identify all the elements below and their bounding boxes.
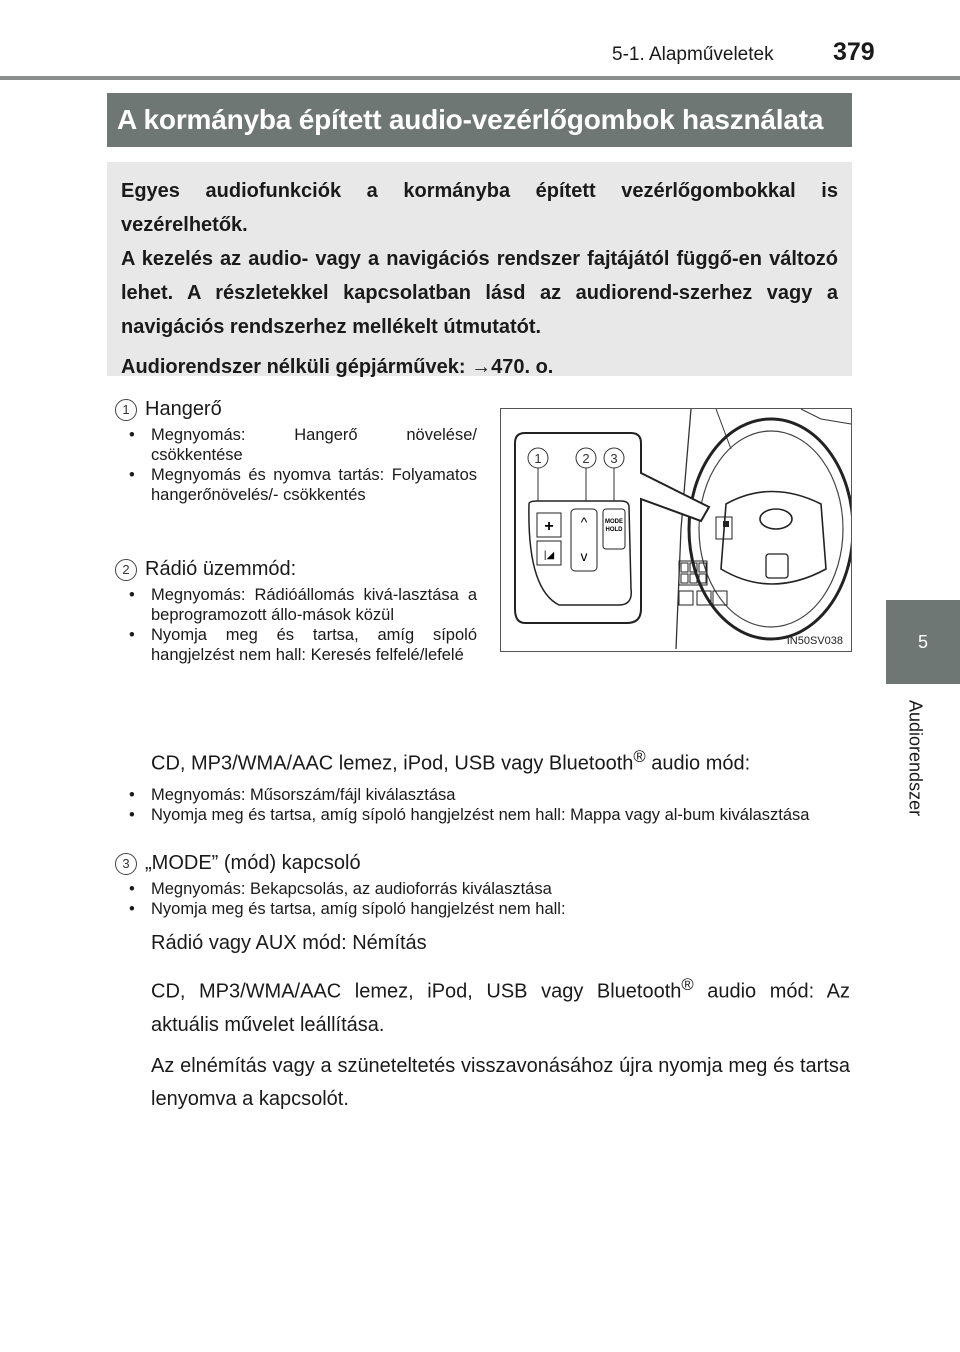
list-item: • Megnyomás: Bekapcsolás, az audioforrás kiválasztása	[115, 879, 850, 899]
intro-paragraph-3: Audiorendszer nélküli gépjárművek: →470. o.	[121, 356, 554, 378]
item-mode-switch	[115, 852, 850, 1116]
svg-text:1: 1	[534, 451, 542, 466]
cd-text: CD, MP3/WMA/AAC lemez, iPod, USB vagy Bluetooth	[151, 980, 682, 1003]
list-item: • Nyomja meg és tartsa, amíg sípoló hangjelzést nem hall:	[115, 899, 850, 919]
item-volume	[115, 398, 477, 505]
callout-number: 1	[115, 399, 137, 421]
header-rule	[0, 76, 960, 80]
radio-aux-text: Rádió vagy AUX mód: Némítás	[151, 932, 427, 954]
section-title: A kormányba épített audio-vezérlőgombok használata	[107, 93, 852, 147]
cd-mode-tail: audio mód:	[645, 752, 751, 775]
list-item: • Nyomja meg és tartsa, amíg sípoló hangjelzést nem hall: Keresés felfelé/lefelé	[115, 625, 477, 665]
item-title	[115, 398, 477, 421]
mode-label: MODE	[605, 519, 623, 525]
chapter-tab	[886, 600, 960, 684]
cd-tail: audio mód: Az aktuális művelet leállítása.	[151, 980, 850, 1036]
list-item: • Megnyomás: Műsorszám/fájl kiválasztása	[115, 785, 850, 805]
intro-box	[107, 162, 852, 376]
bullet-list	[115, 425, 477, 505]
item-title-text: Hangerő	[145, 398, 222, 420]
callout-number: 2	[115, 559, 137, 581]
item-title	[115, 558, 477, 581]
cd-mode-text: CD, MP3/WMA/AAC lemez, iPod, USB vagy Bluetooth	[151, 752, 634, 775]
item-title-text: Rádió üzemmód:	[145, 558, 297, 580]
registered-mark: ®	[633, 747, 646, 766]
item-title-text: „MODE” (mód) kapcsoló	[145, 852, 361, 874]
cancel-text: Az elnémítás vagy a szüneteltetés visszavonásához újra nyomja meg és tartsa lenyomva a kapcsolót.	[151, 1054, 850, 1110]
cd-mode-block	[115, 740, 850, 825]
list-item: • Megnyomás: Rádióállomás kivá-lasztása a beprogramozott állo-mások közül	[115, 585, 477, 625]
svg-text:v: v	[580, 548, 588, 564]
svg-text:2: 2	[582, 451, 590, 466]
steering-wheel-illustration	[501, 409, 851, 651]
list-item: • Nyomja meg és tartsa, amíg sípoló hangjelzést nem hall: Mappa vagy al-bum kiválasztása	[115, 805, 850, 825]
item-title	[115, 852, 850, 875]
chapter-number: 5	[917, 631, 928, 652]
list-item: • Megnyomás: Hangerő növelése/ csökkentése	[115, 425, 477, 465]
cd-stop-text	[115, 968, 850, 1042]
svg-text:3: 3	[610, 451, 618, 466]
hold-label: HOLD	[605, 527, 623, 533]
registered-mark: ®	[681, 975, 694, 994]
item-radio	[115, 558, 477, 665]
running-header: 5-1. Alapműveletek	[612, 44, 774, 65]
page-number: 379	[833, 38, 875, 66]
bullet-list	[115, 785, 850, 825]
callout-number: 3	[115, 853, 137, 875]
intro-paragraph-2: A kezelés az audio- vagy a navigációs rendszer fajtájától függő-en változó lehet. A részletekkel kapcsolatban lásd az audiorend-szerhez vagy a navigációs rendszerhez mellékelt útmutatót.	[121, 248, 838, 338]
svg-text:|◢: |◢	[543, 550, 555, 561]
plus-label: +	[544, 518, 554, 535]
chapter-label: Audiorendszer	[905, 700, 926, 817]
cd-mode-heading	[115, 740, 850, 781]
bullet-list	[115, 879, 850, 919]
bullet-list	[115, 585, 477, 665]
svg-text:^: ^	[580, 514, 588, 530]
figure-code: IN50SV038	[786, 635, 843, 647]
list-item: • Megnyomás és nyomva tartás: Folyamatos hangerőnövelés/- csökkentés	[115, 465, 477, 505]
intro-paragraph-1: Egyes audiofunkciók a kormányba épített vezérlőgombokkal is vezérelhetők.	[121, 180, 838, 236]
steering-wheel-figure	[500, 408, 852, 652]
